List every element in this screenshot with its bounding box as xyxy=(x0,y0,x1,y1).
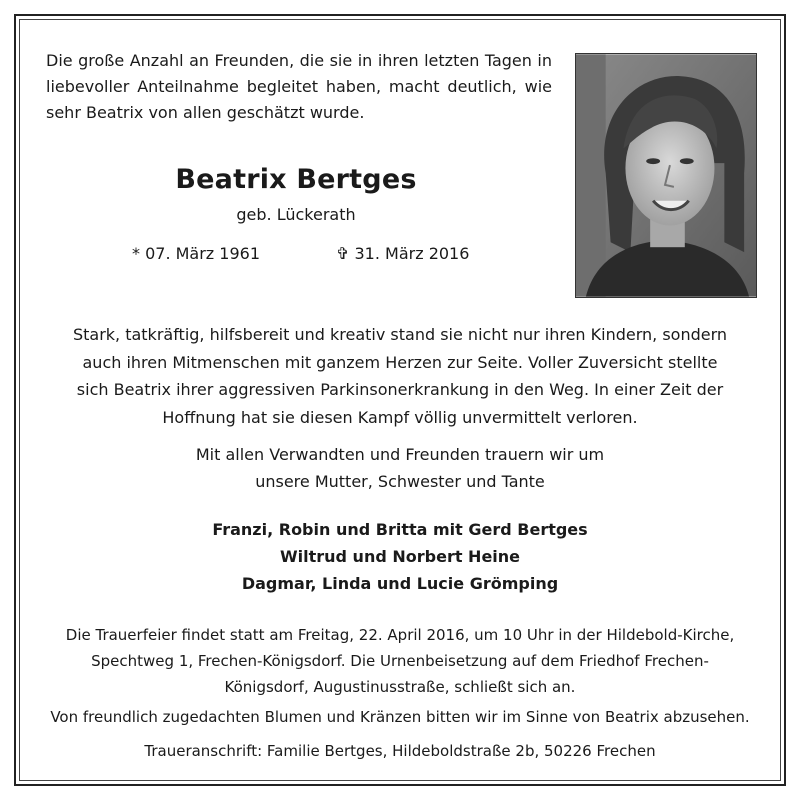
death-date: ✞ 31. März 2016 xyxy=(336,244,470,263)
tribute-paragraph xyxy=(40,321,760,431)
intro-paragraph: Die große Anzahl an Freunden, die sie in ihren letzten Tagen in liebevoller Anteilnahme begleitet haben, macht deutlich, wie sehr Beatrix von allen geschätzt wurde. xyxy=(46,51,552,122)
service-line: Königsdorf, Augustinusstraße, schließt sich an. xyxy=(224,678,576,696)
deceased-name: Beatrix Bertges xyxy=(175,164,417,195)
tribute-line: sich Beatrix ihrer aggressiven Parkinsonerkrankung in den Weg. In einer Zeit der xyxy=(76,380,724,399)
mourning-line: Mit allen Verwandten und Freunden trauern wir um xyxy=(195,445,605,464)
birth-date: * 07. März 1961 xyxy=(132,244,261,263)
mourning-address: Traueranschrift: Familie Bertges, Hildeboldstraße 2b, 50226 Frechen xyxy=(144,742,656,760)
family-member-line: Franzi, Robin und Britta mit Gerd Bertges xyxy=(212,520,588,539)
birth-name: geb. Lückerath xyxy=(236,205,356,224)
mourning-statement xyxy=(40,441,760,495)
flowers-notice: Von freundlich zugedachten Blumen und Kränzen bitten wir im Sinne von Beatrix abzusehen. xyxy=(50,708,750,726)
service-line: Die Trauerfeier findet statt am Freitag, 22. April 2016, um 10 Uhr in der Hildebold-Kirche, xyxy=(65,626,735,644)
portrait-photo xyxy=(575,53,757,298)
name-block xyxy=(46,160,546,226)
family-member-line: Wiltrud und Norbert Heine xyxy=(279,547,521,566)
family-member-line: Dagmar, Linda und Lucie Grömping xyxy=(241,574,559,593)
service-line: Spechtweg 1, Frechen-Königsdorf. Die Urnenbeisetzung auf dem Friedhof Frechen- xyxy=(91,652,709,670)
family-list xyxy=(40,516,760,597)
tribute-line: auch ihren Mitmenschen mit ganzem Herzen zur Seite. Voller Zuversicht stellte xyxy=(82,352,718,372)
tribute-line: Stark, tatkräftig, hilfsbereit und kreativ stand sie nicht nur ihren Kindern, sondern xyxy=(72,325,728,344)
funeral-service-info xyxy=(30,622,770,700)
mourning-line: unsere Mutter, Schwester und Tante xyxy=(255,472,545,491)
tribute-line: Hoffnung hat sie diesen Kampf völlig unvermittelt verloren. xyxy=(162,407,638,427)
